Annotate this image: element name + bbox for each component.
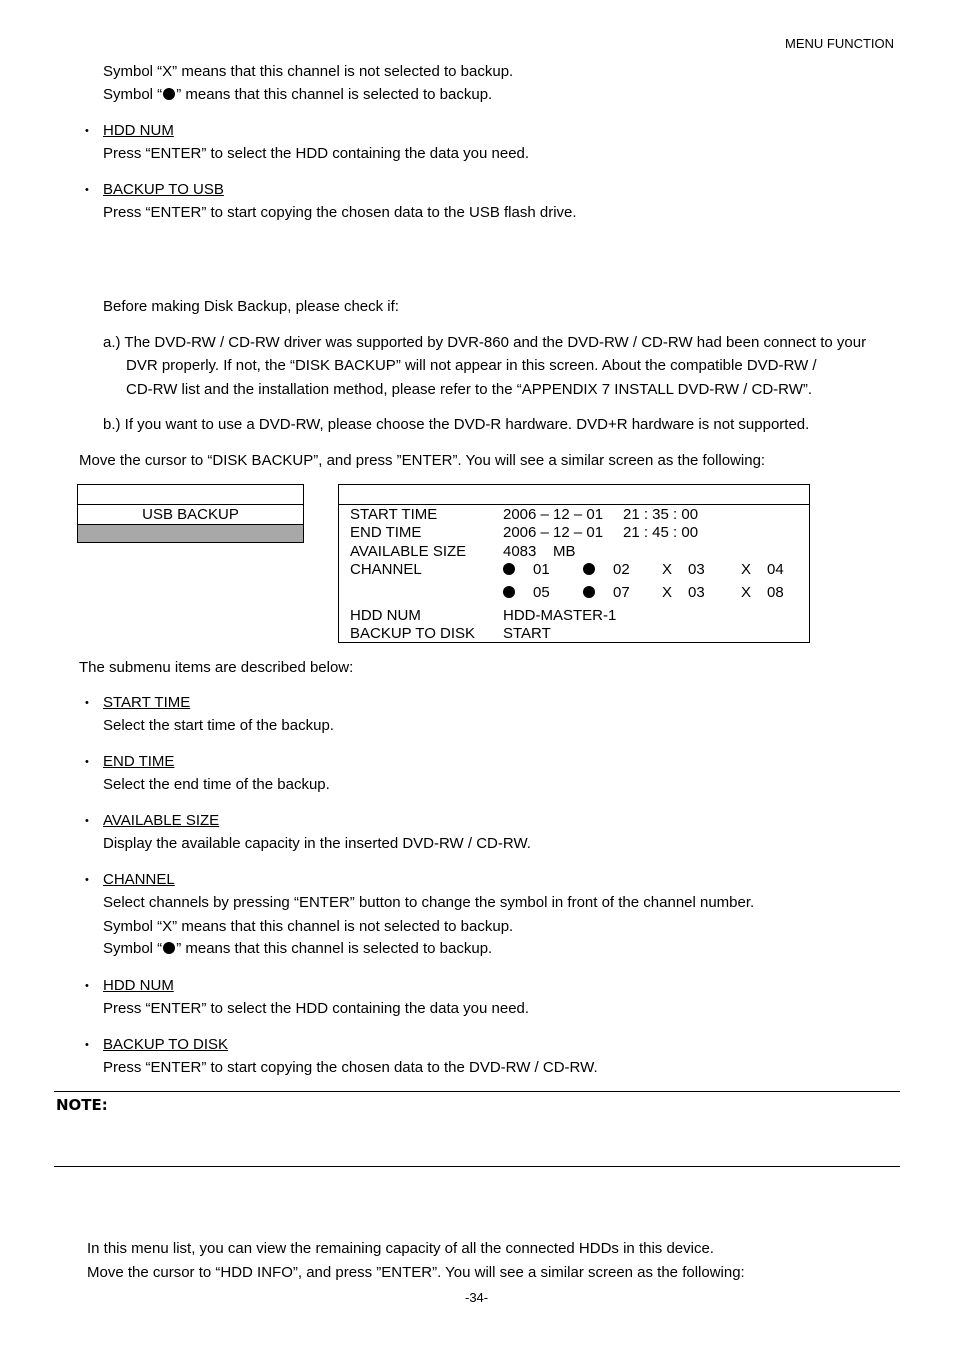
submenu-intro: The submenu items are described below: <box>79 659 354 676</box>
selected-dot-icon <box>163 88 175 100</box>
bullet-icon: • <box>85 184 89 196</box>
label-channel[interactable]: CHANNEL <box>350 561 422 578</box>
channel-number: 05 <box>533 584 550 601</box>
hdd-info-line1: In this menu list, you can view the remaining capacity of all the connected HDDs in this device. <box>87 1240 714 1257</box>
label-hdd-num[interactable]: HDD NUM <box>350 607 421 624</box>
disk-move-instruction: Move the cursor to “DISK BACKUP”, and press ”ENTER”. You will see a similar screen as the following: <box>79 452 766 469</box>
value-available-unit: MB <box>553 543 576 560</box>
note-top-rule <box>54 1091 900 1092</box>
bullet-icon: • <box>85 1039 89 1051</box>
item-desc-end-time: Select the end time of the backup. <box>103 776 330 793</box>
label-start-time[interactable]: START TIME <box>350 506 438 523</box>
item-desc-backup-usb: Press “ENTER” to start copying the chosen data to the USB flash drive. <box>103 204 577 221</box>
hdd-info-line2: Move the cursor to “HDD INFO”, and press ”ENTER”. You will see a similar screen as the following: <box>87 1264 745 1281</box>
channel-number: 03 <box>688 561 705 578</box>
value-end-date[interactable]: 2006 – 12 – 01 <box>503 524 604 541</box>
disk-check-b: b.) If you want to use a DVD-RW, please choose the DVD-R hardware. DVD+R hardware is not supported. <box>103 416 810 433</box>
bullet-icon: • <box>85 756 89 768</box>
channel-unselected-x-icon[interactable]: X <box>662 584 673 601</box>
value-end-time[interactable]: 21 : 45 : 00 <box>623 524 699 541</box>
value-backup-start[interactable]: START <box>503 625 551 642</box>
value-hdd-num[interactable]: HDD-MASTER-1 <box>503 607 617 624</box>
section-header: MENU FUNCTION <box>785 36 895 51</box>
item-title-backup-usb: BACKUP TO USB <box>103 181 224 198</box>
item-title-available-size: AVAILABLE SIZE <box>103 812 220 829</box>
note-bottom-rule <box>54 1166 900 1167</box>
channel-number: 03 <box>688 584 705 601</box>
symbol-x-text: Symbol “X” means that this channel is not selected to backup. <box>103 918 514 935</box>
channel-number: 01 <box>533 561 550 578</box>
channel-number: 04 <box>767 561 784 578</box>
item-title-hdd-num: HDD NUM <box>103 122 174 139</box>
symbol-dot-post: ” means that this channel is selected to backup. <box>176 86 493 103</box>
item-desc-backup-to-disk: Press “ENTER” to start copying the chosen data to the DVD-RW / CD-RW. <box>103 1059 598 1076</box>
panel-divider <box>339 504 809 505</box>
symbol-x-text: Symbol “X” means that this channel is not selected to backup. <box>103 63 514 80</box>
bullet-icon: • <box>85 125 89 137</box>
left-menu-panel <box>77 484 304 543</box>
selected-dot-icon <box>163 942 175 954</box>
bullet-icon: • <box>85 697 89 709</box>
symbol-dot-text <box>103 941 492 956</box>
symbol-dot-text <box>103 87 492 102</box>
page-number: -34- <box>465 1290 489 1305</box>
label-end-time[interactable]: END TIME <box>350 524 422 541</box>
label-backup-to-disk[interactable]: BACKUP TO DISK <box>350 625 476 642</box>
value-start-time[interactable]: 21 : 35 : 00 <box>623 506 699 523</box>
disk-check-a-line1: a.) The DVD-RW / CD-RW driver was supported by DVR-860 and the DVD-RW / CD-RW had been connect to your <box>103 334 867 351</box>
channel-unselected-x-icon[interactable]: X <box>662 561 673 578</box>
left-menu-row-1 <box>78 485 303 505</box>
item-desc-hdd-num: Press “ENTER” to select the HDD containing the data you need. <box>103 145 530 162</box>
channel-unselected-x-icon[interactable]: X <box>741 584 752 601</box>
symbol-dot-pre: Symbol “ <box>103 86 163 103</box>
item-title-end-time: END TIME <box>103 753 175 770</box>
channel-number: 02 <box>613 561 630 578</box>
item-desc-available-size: Display the available capacity in the inserted DVD-RW / CD-RW. <box>103 835 531 852</box>
item-desc-hdd-num-2: Press “ENTER” to select the HDD containing the data you need. <box>103 1000 530 1017</box>
symbol-dot-post: ” means that this channel is selected to backup. <box>176 940 493 957</box>
item-title-start-time: START TIME <box>103 694 191 711</box>
item-desc-start-time: Select the start time of the backup. <box>103 717 334 734</box>
bullet-icon: • <box>85 874 89 886</box>
item-title-channel: CHANNEL <box>103 871 175 888</box>
channel-unselected-x-icon[interactable]: X <box>741 561 752 578</box>
symbol-dot-pre: Symbol “ <box>103 940 163 957</box>
value-start-date[interactable]: 2006 – 12 – 01 <box>503 506 604 523</box>
label-available-size: AVAILABLE SIZE <box>350 543 467 560</box>
item-title-backup-to-disk: BACKUP TO DISK <box>103 1036 229 1053</box>
left-menu-usb-backup[interactable]: USB BACKUP <box>78 505 303 525</box>
item-title-hdd-num-2: HDD NUM <box>103 977 174 994</box>
channel-selected-dot-icon[interactable] <box>583 563 595 575</box>
channel-selected-dot-icon[interactable] <box>503 586 515 598</box>
channel-selected-dot-icon[interactable] <box>583 586 595 598</box>
left-menu-selected-row[interactable] <box>78 525 303 542</box>
channel-selected-dot-icon[interactable] <box>503 563 515 575</box>
bullet-icon: • <box>85 815 89 827</box>
bullet-icon: • <box>85 980 89 992</box>
disk-check-a-line3: CD-RW list and the installation method, please refer to the “APPENDIX 7 INSTALL DVD-RW / CD-RW”. <box>126 381 813 398</box>
disk-check-a-line2: DVR properly. If not, the “DISK BACKUP” will not appear in this screen. About the compatible DVD-RW / <box>126 357 817 374</box>
item-desc-channel: Select channels by pressing “ENTER” button to change the symbol in front of the channel number. <box>103 894 755 911</box>
disk-intro: Before making Disk Backup, please check if: <box>103 298 399 315</box>
channel-number: 08 <box>767 584 784 601</box>
note-label: NOTE: <box>56 1096 108 1114</box>
value-available-size: 4083 <box>503 543 537 560</box>
channel-number: 07 <box>613 584 630 601</box>
